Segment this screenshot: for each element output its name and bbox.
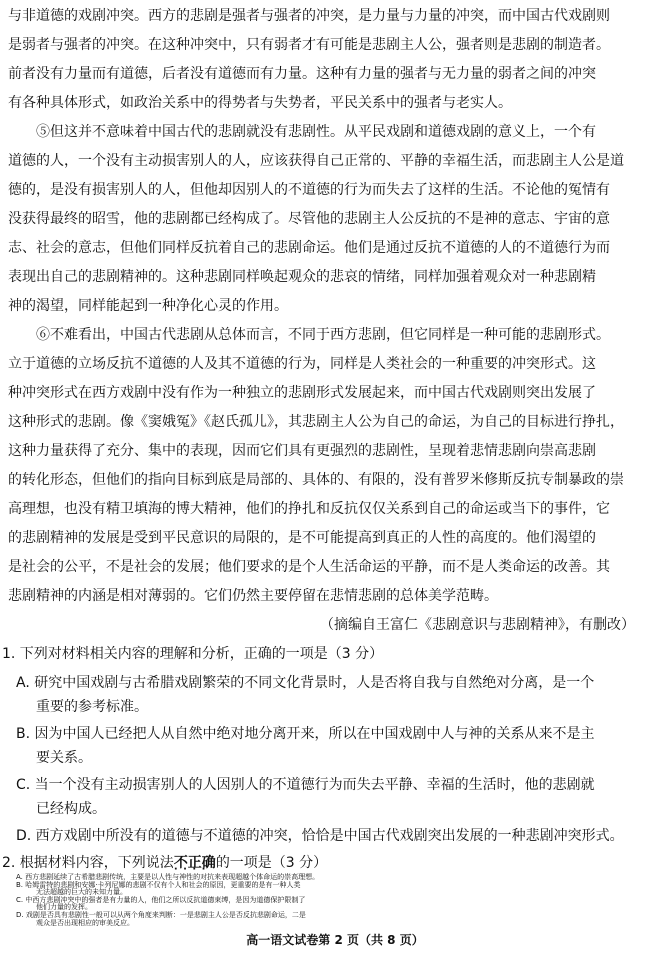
passage-line: 的悲剧精神的发展是受到平民意识的局限的，是不可能提高到真正的人性的高度的。他们渴望的 bbox=[8, 530, 596, 546]
passage-line: 高理想，也没有精卫填海的博大精神，他们的挣扎和反抗仅仅关系到自己的命运或当下的事件，它 bbox=[8, 501, 610, 517]
passage-line: 是社会的公平，不是社会的发展；他们要求的是个人生活命运的平静，而不是人类命运的改善。其 bbox=[8, 559, 610, 575]
page-footer: 高一语文试卷第 2 页（共 8 页） bbox=[246, 933, 424, 947]
passage-line: 种冲突形式在西方戏剧中没有作为一种独立的悲剧形式发展起来，而中国古代戏剧则突出发展了 bbox=[8, 385, 596, 401]
passage-line: 这种力量获得了充分、集中的表现，因而它们具有更强烈的悲剧性，呈现着悲情悲剧向崇高悲剧 bbox=[8, 443, 596, 459]
passage-line: 表现出自己的悲剧精神的。这种悲剧同样唤起观众的悲哀的情绪，同样加强着观众对一种悲剧精 bbox=[8, 269, 596, 285]
passage-line: 前者没有力量而有道德，后者没有道德而有力量。这种有力量的强者与无力量的弱者之间的冲突 bbox=[8, 66, 596, 82]
question-1-option-c-cont: 已经构成。 bbox=[36, 801, 106, 817]
passage-line: 德的，是没有损害别人的人，但他却因别人的不道德的行为而失去了这样的生活。不论他的冤情有 bbox=[8, 182, 610, 198]
question-1-option-a: A. 研究中国戏剧与古希腊戏剧繁荣的不同文化背景时，人是否将自我与自然绝对分离，是一个 bbox=[16, 675, 595, 691]
question-2-option-d: D. 戏剧是否具有悲剧性一般可以从两个角度来判断：一是悲剧主人公是否反抗悲剧命运，二是 bbox=[16, 911, 306, 919]
question-2-stem-emphasis: 不正确 · · · · bbox=[174, 851, 216, 875]
question-1-option-d: D. 西方戏剧中所没有的道德与不道德的冲突，恰恰是中国古代戏剧突出发展的一种悲剧冲突形式。 bbox=[16, 828, 624, 844]
question-2-option-b-cont: 无法超越的巨大的未知力量。 bbox=[36, 888, 127, 897]
passage-source: （摘编自王富仁《悲剧意识与悲剧精神》，有删改） bbox=[320, 617, 635, 633]
passage-line: 有各种具体形式，如政治关系中的得势者与失势者，平民关系中的强者与老实人。 bbox=[8, 95, 512, 111]
question-2-stem bbox=[2, 851, 327, 875]
passage-line: 神的渴望，同样能起到一种净化心灵的作用。 bbox=[8, 298, 288, 314]
passage-line: 悲剧精神的内涵是相对薄弱的。它们仍然主要停留在悲情悲剧的总体美学范畴。 bbox=[8, 588, 498, 604]
question-2-option-c: C. 中西方悲剧冲突中的强者是有力量的人，他们之所以反抗道德束缚，是因为道德保护限制了 bbox=[16, 895, 306, 904]
passage-line: 是弱者与强者的冲突。在这种冲突中，只有弱者才有可能是悲剧主人公，强者则是悲剧的制造者。 bbox=[8, 37, 610, 53]
passage-line: 立于道德的立场反抗不道德的人及其不道德的行为，同样是人类社会的一种重要的冲突形式。这 bbox=[8, 356, 596, 372]
question-1-option-b-cont: 要关系。 bbox=[36, 750, 92, 766]
passage-line: 与非道德的戏剧冲突。西方的悲剧是强者与强者的冲突，是力量与力量的冲突，而中国古代戏剧则 bbox=[8, 8, 610, 24]
passage-line: 的转化形态，但他们的指向目标到底是局部的、具体的、有限的，没有普罗米修斯反抗专制暴政的崇 bbox=[8, 472, 624, 488]
question-1-option-b: B. 因为中国人已经把人从自然中绝对地分离开来，所以在中国戏剧中人与神的关系从来不是主 bbox=[16, 726, 595, 742]
passage-line: 这种形式的悲剧。像《窦娥冤》《赵氏孤儿》，其悲剧主人公为自己的命运，为自己的目标进行挣扎， bbox=[8, 414, 624, 430]
passage-line: 志、社会的意志，但他们同样反抗着自己的悲剧命运。他们是通过反抗不道德的人的不道德行为而 bbox=[8, 240, 610, 256]
question-2-option-b: B. 哈姆雷特的悲剧和安娜·卡列尼娜的悲剧不仅有个人和社会的原因，更重要的是有一种人类 bbox=[16, 880, 301, 889]
passage-line: ⑥不难看出，中国古代悲剧从总体而言，不同于西方悲剧，但它同样是一种可能的悲剧形式。 bbox=[36, 327, 610, 343]
question-1-option-a-cont: 重要的参考标准。 bbox=[36, 699, 148, 715]
question-1-stem: 1. 下列对材料相关内容的理解和分析，正确的一项是（3 分） bbox=[2, 646, 384, 662]
passage-line: ⑤但这并不意味着中国古代的悲剧就没有悲剧性。从平民戏剧和道德戏剧的意义上，一个有 bbox=[36, 124, 596, 140]
question-2-option-a: A. 西方悲剧延续了古希腊悲剧传统，主要是以人性与神性的对抗来表现超越个体命运的崇高理想。 bbox=[16, 873, 320, 881]
question-2-stem-after: 的一项是（3 分） bbox=[215, 855, 328, 871]
question-2-stem-before: 2. 根据材料内容，下列说法 bbox=[2, 855, 174, 871]
question-2-option-d-cont: 观众是否出现相应的审美反应。 bbox=[36, 918, 134, 927]
question-1-option-c: C. 当一个没有主动损害别人的人因别人的不道德行为而失去平静、幸福的生活时，他的悲剧就 bbox=[16, 777, 595, 793]
passage-line: 没获得最终的昭雪，他的悲剧都已经构成了。尽管他的悲剧主人公反抗的不是神的意志、宇宙的意 bbox=[8, 211, 610, 227]
passage-line: 道德的人，一个没有主动损害别人的人，应该获得自己正常的、平静的幸福生活，而悲剧主人公是道 bbox=[8, 153, 624, 169]
question-2-option-c-cont: 他们力量的发挥。 bbox=[36, 903, 92, 912]
